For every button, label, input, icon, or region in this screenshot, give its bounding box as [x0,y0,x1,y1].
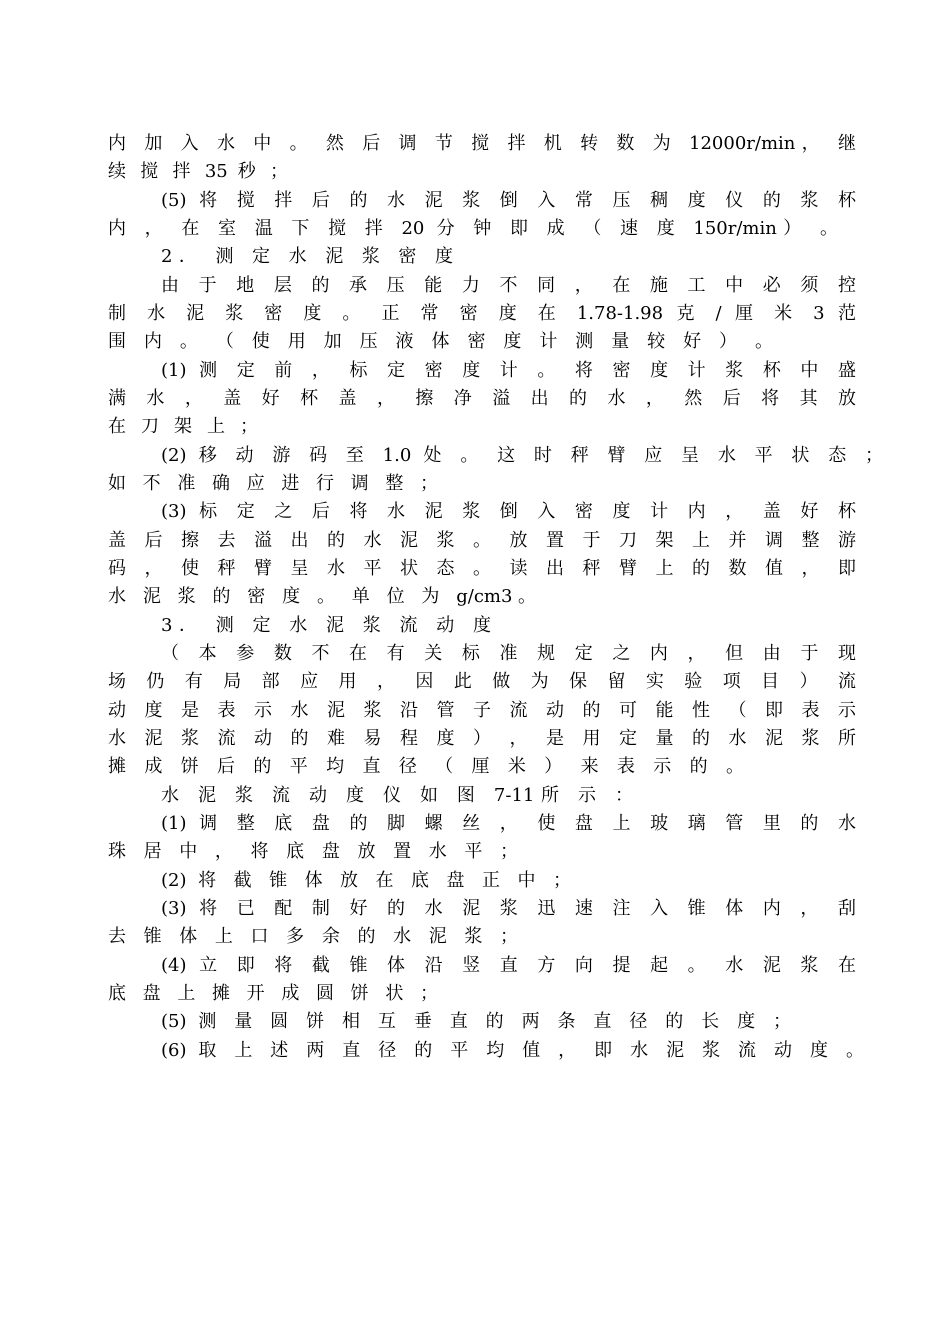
text-line: 摊 成 饼 后 的 平 均 直 径 （ 厘 米 ） 来 表 示 的 。 [108,756,744,777]
text-line: (1) 测 定 前 ， 标 定 密 度 计 。 将 密 度 计 浆 杯 中 盛 [161,360,856,381]
text-line: 水 泥 浆 流 动 的 难 易 程 度 ） ， 是 用 定 量 的 水 泥 浆 所 [108,728,856,749]
text-line: 围 内 。 （ 使 用 加 压 液 体 密 度 计 测 量 较 好 ） 。 [108,331,773,352]
text-line: (4) 立 即 将 截 锥 体 沿 竖 直 方 向 提 起 。 水 泥 浆 在 [161,955,856,976]
text-line: 去 锥 体 上 口 多 余 的 水 泥 浆 ； [108,926,518,947]
text-line: (2) 将 截 锥 体 放 在 底 盘 正 中 ； [161,870,571,891]
text-line: (6) 取 上 述 两 直 径 的 平 均 值 ， 即 水 泥 浆 流 动 度 。 [161,1040,864,1061]
text-line: 满 水 ， 盖 好 杯 盖 ， 擦 净 溢 出 的 水 ， 然 后 将 其 放 [108,388,856,409]
text-line: 如 不 准 确 应 进 行 调 整 ； [108,473,438,494]
text-line: 内 加 入 水 中 。 然 后 调 节 搅 拌 机 转 数 为 12000r/min， 继 [108,133,856,154]
text-line: 场 仍 有 局 部 应 用 ， 因 此 做 为 保 留 实 验 项 目 ） 流 [108,671,856,692]
text-line: 制 水 泥 浆 密 度 。 正 常 密 度 在 1.78-1.98 克 / 厘 米 3 范 [108,303,856,324]
text-line: （ 本 参 数 不 在 有 关 标 准 规 定 之 内 ， 但 由 于 现 [161,643,856,664]
text-line: 码 ， 使 秤 臂 呈 水 平 状 态 。 读 出 秤 臂 上 的 数 值 ， 即 [108,558,856,579]
text-line: (2) 移 动 游 码 至 1.0 处 。 这 时 秤 臂 应 呈 水 平 状 态 ； [161,445,883,466]
text-line: (3) 标 定 之 后 将 水 泥 浆 倒 入 密 度 计 内 ， 盖 好 杯 [161,501,856,522]
text-line: 底 盘 上 摊 开 成 圆 饼 状 ； [108,983,438,1004]
text-line: (5) 将 搅 拌 后 的 水 泥 浆 倒 入 常 压 稠 度 仪 的 浆 杯 [161,190,856,211]
text-line: 珠 居 中 ， 将 底 盘 放 置 水 平 ； [108,841,518,862]
text-line: 内 ， 在 室 温 下 搅 拌 20 分 钟 即 成 （ 速 度 150r/min） 。 [108,218,838,239]
text-line: 盖 后 擦 去 溢 出 的 水 泥 浆 。 放 置 于 刀 架 上 并 调 整 游 [108,530,856,551]
text-line: 续 搅 拌 35 秒 ； [108,161,288,182]
text-line: 由 于 地 层 的 承 压 能 力 不 同 ， 在 施 工 中 必 须 控 [161,275,856,296]
text-line: (1) 调 整 底 盘 的 脚 螺 丝 ， 使 盘 上 玻 璃 管 里 的 水 [161,813,856,834]
section-heading: 2． 测 定 水 泥 浆 密 度 [161,246,453,267]
section-heading: 3． 测 定 水 泥 浆 流 动 度 [161,615,491,636]
text-line: 水 泥 浆 流 动 度 仪 如 图 7-11所 示 ： [161,785,633,806]
text-line: (5) 测 量 圆 饼 相 互 垂 直 的 两 条 直 径 的 长 度 ； [161,1011,791,1032]
text-line: (3) 将 已 配 制 好 的 水 泥 浆 迅 速 注 入 锥 体 内 ， 刮 [161,898,856,919]
text-line: 在 刀 架 上 ； [108,416,258,437]
text-line: 动 度 是 表 示 水 泥 浆 沿 管 子 流 动 的 可 能 性 （ 即 表 示 [108,700,856,721]
text-line: 水 泥 浆 的 密 度 。 单 位 为 g/cm3。 [108,586,536,607]
